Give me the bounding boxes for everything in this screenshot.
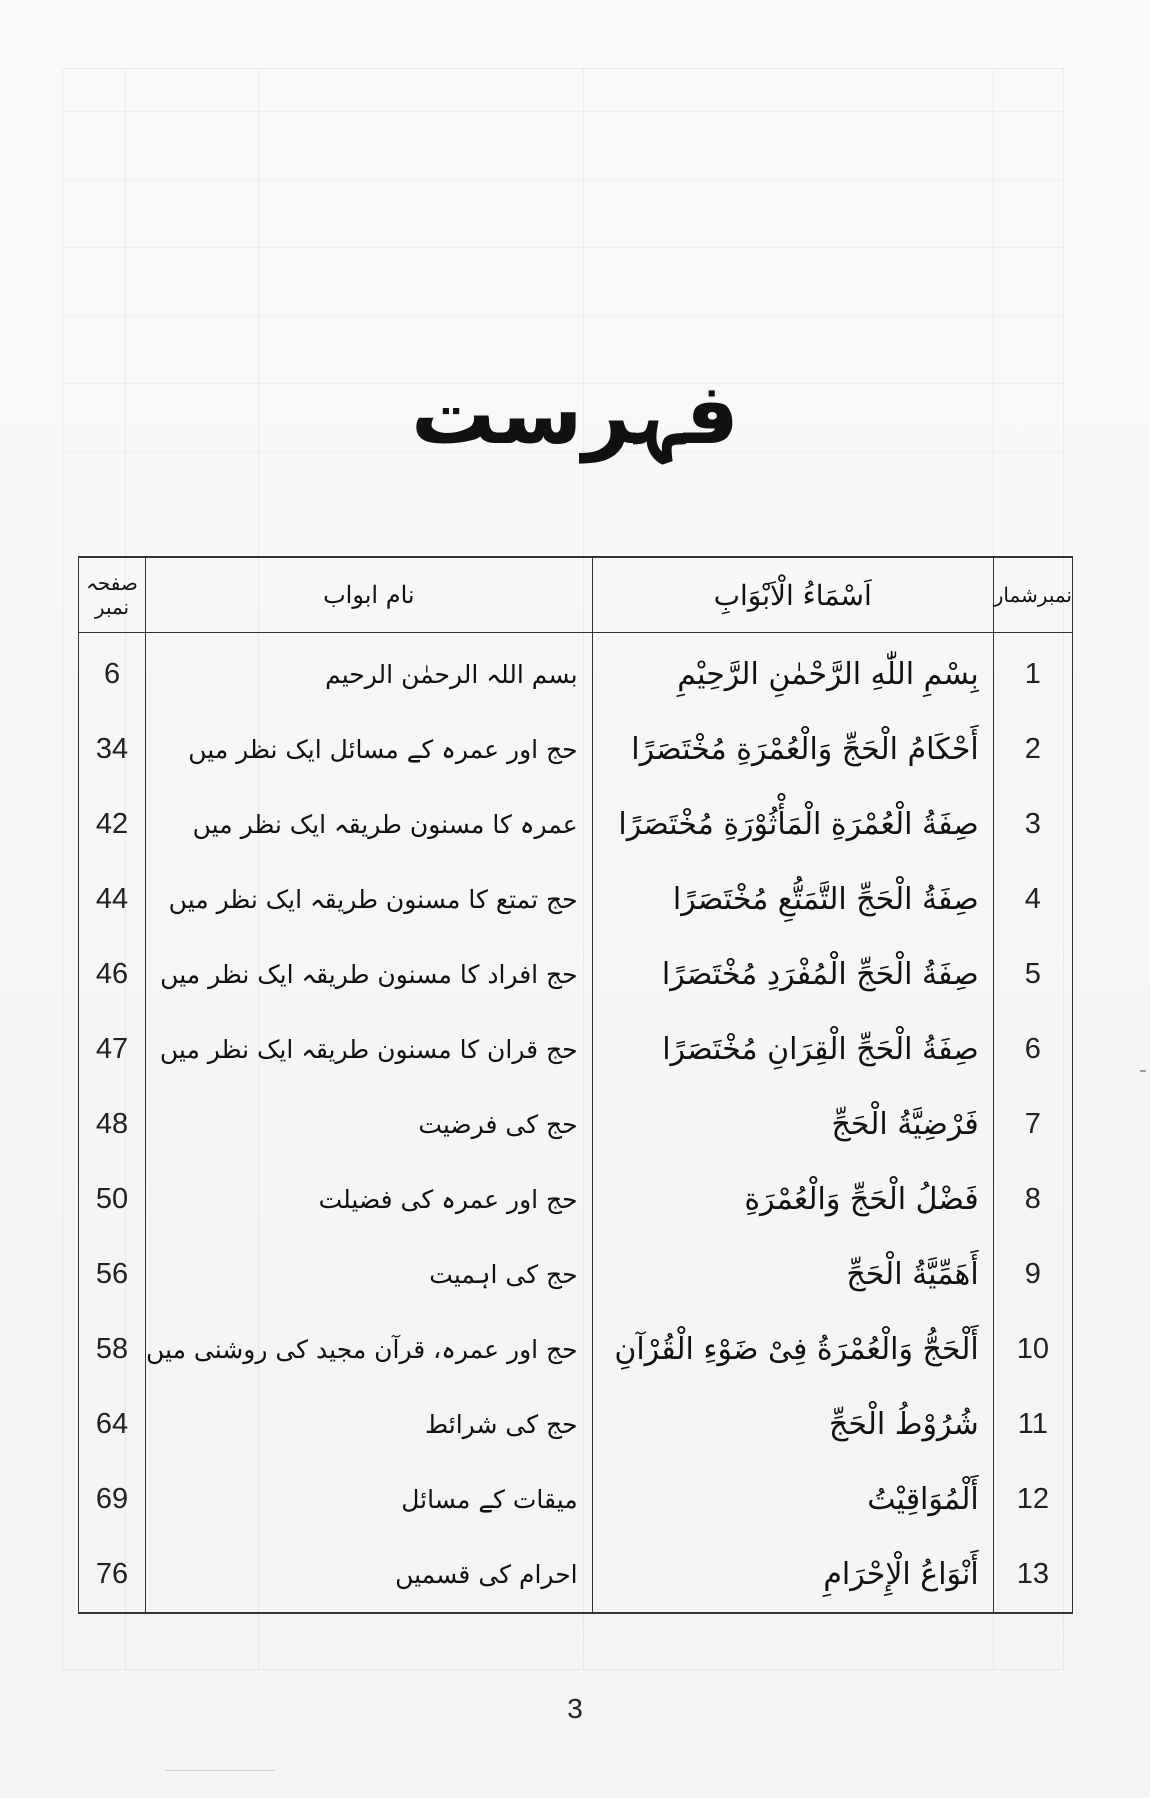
row-serial: 6 xyxy=(993,1012,1072,1087)
row-serial: 4 xyxy=(993,862,1072,937)
row-serial: 5 xyxy=(993,937,1072,1012)
row-urdu-title: حج تمتع کا مسنون طریقہ ایک نظر میں xyxy=(146,862,593,937)
row-page-number: 48 xyxy=(79,1087,146,1162)
table-of-contents xyxy=(78,556,1073,1614)
row-page-number: 58 xyxy=(79,1312,146,1387)
table-row xyxy=(79,1237,1073,1312)
row-urdu-title: عمرہ کا مسنون طریقہ ایک نظر میں xyxy=(146,787,593,862)
page-title: فہرست xyxy=(410,365,739,463)
row-serial: 3 xyxy=(993,787,1072,862)
row-urdu-title: احرام کی قسمیں xyxy=(146,1537,593,1613)
table-row xyxy=(79,1462,1073,1537)
table-row xyxy=(79,1087,1073,1162)
header-arabic-chapter-names: اَسْمَاءُ الْاَبْوَابِ xyxy=(592,557,993,633)
row-page-number: 50 xyxy=(79,1162,146,1237)
table-row xyxy=(79,1162,1073,1237)
table-row xyxy=(79,937,1073,1012)
row-page-number: 34 xyxy=(79,712,146,787)
table-row xyxy=(79,862,1073,937)
row-arabic-title: فَرْضِيَّةُ الْحَجِّ xyxy=(592,1087,993,1162)
table-row xyxy=(79,633,1073,713)
row-arabic-title: أَهَمِّيَّةُ الْحَجِّ xyxy=(592,1237,993,1312)
row-page-number: 47 xyxy=(79,1012,146,1087)
row-serial: 1 xyxy=(993,633,1072,713)
row-page-number: 76 xyxy=(79,1537,146,1613)
row-urdu-title: حج کی شرائط xyxy=(146,1387,593,1462)
row-serial: 9 xyxy=(993,1237,1072,1312)
row-arabic-title: أَنْوَاعُ الْإِحْرَامِ xyxy=(592,1537,993,1613)
row-page-number: 42 xyxy=(79,787,146,862)
row-arabic-title: بِسْمِ اللّٰهِ الرَّحْمٰنِ الرَّحِيْمِ xyxy=(592,633,993,713)
row-page-number: 6 xyxy=(79,633,146,713)
row-urdu-title: حج کی فرضیت xyxy=(146,1087,593,1162)
row-arabic-title: أَلْمُوَاقِيْتُ xyxy=(592,1462,993,1537)
header-serial-number: نمبرشمار xyxy=(993,557,1072,633)
row-arabic-title: فَضْلُ الْحَجِّ وَالْعُمْرَةِ xyxy=(592,1162,993,1237)
table-row xyxy=(79,1312,1073,1387)
row-page-number: 69 xyxy=(79,1462,146,1537)
row-page-number: 64 xyxy=(79,1387,146,1462)
header-page-number: صفحہ نمبر xyxy=(79,557,146,633)
table-row xyxy=(79,712,1073,787)
row-arabic-title: أَلْحَجُّ وَالْعُمْرَةُ فِىْ ضَوْءِ الْقُرْآنِ xyxy=(592,1312,993,1387)
table-row xyxy=(79,1012,1073,1087)
row-urdu-title: میقات کے مسائل xyxy=(146,1462,593,1537)
table-header-row xyxy=(79,557,1073,633)
row-page-number: 46 xyxy=(79,937,146,1012)
page-number: 3 xyxy=(567,1693,583,1724)
scan-smudge xyxy=(165,1770,275,1771)
row-urdu-title: حج اور عمرہ کے مسائل ایک نظر میں xyxy=(146,712,593,787)
row-serial: 2 xyxy=(993,712,1072,787)
row-urdu-title: حج قران کا مسنون طریقہ ایک نظر میں xyxy=(146,1012,593,1087)
header-urdu-chapter-names: نام ابواب xyxy=(146,557,593,633)
row-arabic-title: صِفَةُ الْحَجِّ التَّمَتُّعِ مُخْتَصَرًا xyxy=(592,862,993,937)
row-serial: 11 xyxy=(993,1387,1072,1462)
row-serial: 13 xyxy=(993,1537,1072,1613)
row-serial: 12 xyxy=(993,1462,1072,1537)
row-serial: 7 xyxy=(993,1087,1072,1162)
row-urdu-title: حج افراد کا مسنون طریقہ ایک نظر میں xyxy=(146,937,593,1012)
row-arabic-title: أَحْكَامُ الْحَجِّ وَالْعُمْرَةِ مُخْتَصَرًا xyxy=(592,712,993,787)
row-serial: 10 xyxy=(993,1312,1072,1387)
row-serial: 8 xyxy=(993,1162,1072,1237)
row-arabic-title: صِفَةُ الْحَجِّ الْمُفْرَدِ مُخْتَصَرًا xyxy=(592,937,993,1012)
row-page-number: 44 xyxy=(79,862,146,937)
scan-edge-mark xyxy=(1140,1070,1146,1072)
row-urdu-title: حج اور عمرہ، قرآن مجید کی روشنی میں xyxy=(146,1312,593,1387)
row-urdu-title: بسم اللہ الرحمٰن الرحیم xyxy=(146,633,593,713)
row-urdu-title: حج کی اہمیت xyxy=(146,1237,593,1312)
row-arabic-title: صِفَةُ الْحَجِّ الْقِرَانِ مُخْتَصَرًا xyxy=(592,1012,993,1087)
table-row xyxy=(79,1387,1073,1462)
table-row xyxy=(79,787,1073,862)
row-page-number: 56 xyxy=(79,1237,146,1312)
row-arabic-title: صِفَةُ الْعُمْرَةِ الْمَأْثُوْرَةِ مُخْتَصَرًا xyxy=(592,787,993,862)
row-urdu-title: حج اور عمرہ کی فضیلت xyxy=(146,1162,593,1237)
table-row xyxy=(79,1537,1073,1613)
row-arabic-title: شُرُوْطُ الْحَجِّ xyxy=(592,1387,993,1462)
